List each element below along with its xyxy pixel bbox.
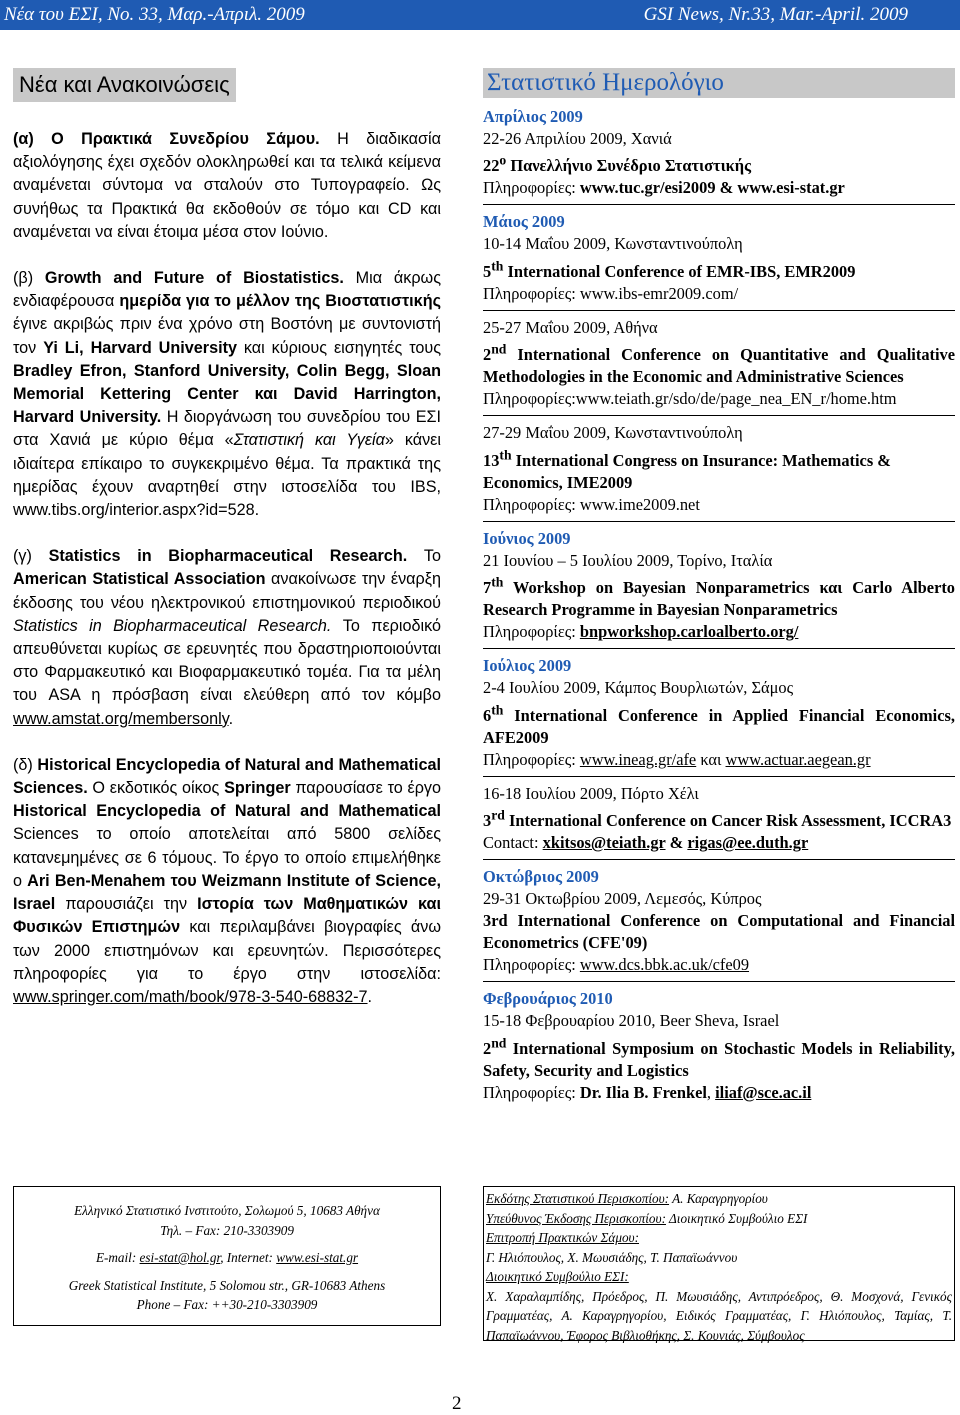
event-9: Φεβρουάριος 2010 15-18 Φεβρουαρίου 2010, Beer Sheva, Israel 2nd International Symposium on Stochastic Models in Reliability, Safety, Security and Logistics Πληροφορίες: Dr. Ilia B. Frenkel, iliaf@sce.ac.il [483, 989, 955, 1102]
event-8: Οκτώβριος 2009 29-31 Οκτωβρίου 2009, Λεμεσός, Κύπρος 3rd International Conference on Computational and Financial Econometrics (CFE'09) Πληροφορίες: www.dcs.bbk.ac.uk/cfe09 [483, 867, 955, 975]
email-link[interactable]: esi-stat@hol.gr [139, 1250, 221, 1265]
event-1-link[interactable]: www.tuc.gr/esi2009 & www.esi-stat.gr [579, 178, 845, 198]
header-right: GSI News, Nr.33, Mar.-April. 2009 [643, 4, 908, 25]
event-2: Μάιος 2009 10-14 Μαΐου 2009, Κωνσταντινούπολη 5th International Conference of EMR-IBS, EMR2009 Πληροφορίες: www.ibs-emr2009.com/ [483, 212, 856, 303]
event-1: Απρίλιος 2009 22-26 Απριλίου 2009, Χανιά $22^o$ Πανελλήνιο Συνέδριο Στατιστικής Πληροφορίες: www.tuc.gr/esi2009 & www.esi-stat.gr [483, 107, 845, 198]
publisher-info-box: Εκδότης Στατιστικού Περισκοπίου: Α. Καραγρηγορίου Υπεύθυνος Έκδοσης Περισκοπίου: Διοικητικό Συμβούλιο ΕΣΙ Επιτροπή Πρακτικών Σάμου: Γ. Ηλιόπουλος, Χ. Μωυσιάδης, Τ. Παπαϊωάννου Διοικητικό Συμβούλιο ΕΣΙ: Χ. Χαραλαμπίδης, Πρόεδρος, Π. Μωυσιάδης, Αντιπρόεδρος, Θ. Μοσχονά, Γενικός Γραμματέας, Α. Καραγρηγορίου, Ειδικός Γραμματέας, Γ. Ηλιόπουλος, Ταμίας, Τ. Παπαϊωάννου, Έφορος Βιβλιοθήκης, Σ. Κουνιάς, Σύμβουλος [483, 1186, 955, 1341]
event-2-link[interactable]: www.ibs-emr2009.com/ [579, 283, 739, 303]
event-5-link[interactable]: bnpworkshop.carloalberto.org/ [579, 622, 799, 642]
ibs-link[interactable]: www.tibs.org/interior.aspx?id=528. [13, 501, 260, 520]
news-item-c: (γ) Statistics in Biopharmaceutical Research. Το American Statistical Association ανακοίνωσε την έναρξη έκδοσης του νέου ηλεκτρονικού επιστημονικού περιοδικού Statistics in Biopharmaceutical Research. Το περιοδικό απευθύνεται κυρίως σε ερευνητές που δραστηριοποιούνται στο Φαρμακευτικό και Βιοφαρμακευτικό τομέα. Για τα μέλη του ASA η πρόσβαση είναι ελεύθερη από τον κόμβο www.amstat.org/membersonly. [13, 547, 441, 728]
amstat-link[interactable]: www.amstat.org/membersonly [13, 709, 229, 728]
institute-contact-box: Ελληνικό Στατιστικό Ινστιτούτο, Σολωμού 5, 10683 Αθήνα Τηλ. – Fax: 210-3303909 E-mail: esi-stat@hol.gr, Internet: www.esi-stat.gr Greek Statistical Institute, 5 Solomou str., GR-10683 Athens Phone – Fax: ++30-210-3303909 [13, 1186, 441, 1326]
page-header [0, 0, 960, 30]
website-link[interactable]: www.esi-stat.gr [276, 1250, 359, 1265]
news-column [13, 68, 441, 1009]
header-left: Νέα του ΕΣΙ, No. 33, Μαρ.-Απριλ. 2009 [4, 4, 305, 25]
page-number: 2 [452, 1393, 462, 1414]
event-4: 27-29 Μαΐου 2009, Κωνσταντινούπολη 13th International Congress on Insurance: Mathematics & Economics, IME2009 Πληροφορίες: www.ime2009.net [483, 423, 891, 514]
event-5: Ιούνιος 2009 21 Ιουνίου – 5 Ιουλίου 2009, Τορίνο, Ιταλία 7th Workshop on Bayesian Nonparametrics και Carlo Alberto Research Programme in Bayesian Nonparametrics Πληροφορίες: bnpworkshop.carloalberto.org/ [483, 528, 955, 642]
event-9-link[interactable]: iliaf@sce.ac.il [715, 1082, 812, 1102]
springer-link[interactable]: www.springer.com/math/book/978-3-540-68832-7 [13, 987, 368, 1006]
news-item-a: (α) Ο Πρακτικά Συνεδρίου Σάμου. Η διαδικασία αξιολόγησης έχει σχεδόν ολοκληρωθεί και τα τελικά κείμενα αναμένεται σύντομα να σταλούν στο Τυπογραφείο. Ως συνήθως τα Πρακτικά θα εκδοθούν σε τόμο και CD και αναμένεται να είναι έτοιμα μέσα στον Ιούνιο. [13, 130, 441, 241]
event-6-link2[interactable]: www.actuar.aegean.gr [725, 749, 871, 769]
news-item-b: (β) Growth and Future of Biostatistics. Μια άκρως ενδιαφέρουσα ημερίδα για το μέλλον της Βιοστατιστικής έγινε ακριβώς πριν ένα χρόνο στη Βοστόνη με συντονιστή τον Yi Li, Harvard University και κύριους εισηγητές τους Bradley Efron, Stanford University, Colin Begg, Sloan Memorial Kettering Center και David Harrington, Harvard University. Η διοργάνωση του συνεδρίου του ΕΣΙ στα Χανιά με κύριο θέμα «Στατιστική και Υγεία» κάνει ιδιαίτερα επίκαιρο το συγκεκριμένο θέμα. Τα πρακτικά της ημερίδας έχουν αναρτηθεί στην ιστοσελίδα του IBS, www.tibs.org/interior.aspx?id=528. [13, 269, 442, 520]
calendar-column [483, 68, 955, 1104]
news-item-d: (δ) Historical Encyclopedia of Natural and Mathematical Sciences. Ο εκδοτικός οίκος Springer παρουσίασε το έργο Historical Encyclopedia of Natural and Mathematical Sciences το οποίο αποτελείται από 5800 σελίδες κατανεμημένες σε 6 τόμους. Το έργο το οποίο επιμελήθηκε ο Ari Ben-Menahem του Weizmann Institute of Science, Israel παρουσιάζει την Ιστορία των Μαθηματικών και Φυσικών Επιστημών και περιλαμβάνει βιογραφίες άνω των 2000 επιστημόνων και ερευνητών. Περισσότερες πληροφορίες για το έργο στην ιστοσελίδα: www.springer.com/math/book/978-3-540-68832-7. [13, 755, 442, 1006]
event-7-link2[interactable]: rigas@ee.duth.gr [687, 833, 809, 853]
event-4-link[interactable]: www.ime2009.net [579, 494, 700, 514]
event-6: Ιούλιος 2009 2-4 Ιουλίου 2009, Κάμπος Βουρλιωτών, Σάμος 6th International Conference in Applied Financial Economics, AFE2009 Πληροφορίες: www.ineag.gr/afe και www.actuar.aegean.gr [483, 656, 955, 769]
event-3-link[interactable]: www.teiath.gr/sdo/de/page_nea_EN_r/home.htm [575, 389, 897, 409]
event-7-link[interactable]: xkitsos@teiath.gr [542, 833, 666, 853]
event-6-link[interactable]: www.ineag.gr/afe [579, 749, 697, 769]
event-8-link[interactable]: www.dcs.bbk.ac.uk/cfe09 [579, 955, 750, 975]
event-7: 16-18 Ιουλίου 2009, Πόρτο Χέλι 3rd International Conference on Cancer Risk Assessment, ICCRA3 Contact: xkitsos@teiath.gr & rigas@ee.duth.gr [483, 783, 952, 853]
news-title: Νέα και Ανακοινώσεις [13, 68, 236, 102]
calendar-title: Στατιστικό Ημερολόγιο [483, 68, 955, 98]
event-3: 25-27 Μαΐου 2009, Αθήνα 2nd International Conference on Quantitative and Qualitative Methodologies in the Economic and Administrative Sciences Πληροφορίες:www.teiath.gr/sdo/de/page_nea_EN_r/home.htm [483, 317, 955, 409]
